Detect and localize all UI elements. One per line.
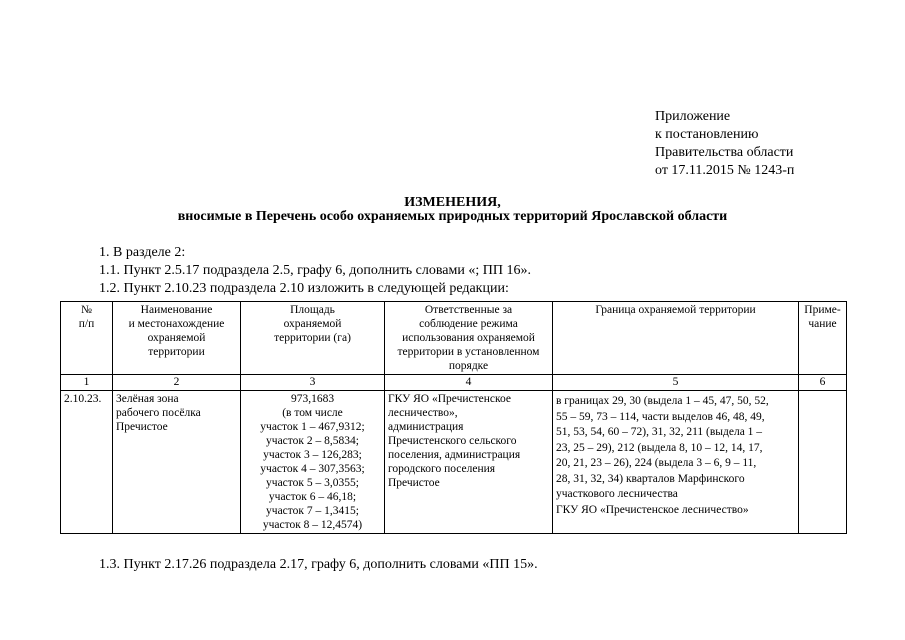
- paragraph-1-2: 1.2. Пункт 2.10.23 подраздела 2.10 изложить в следующей редакции:: [99, 281, 509, 296]
- header-name: [113, 302, 241, 375]
- row-border: [553, 391, 799, 534]
- cell-line: Пречистое: [388, 477, 440, 489]
- cell-line: 23, 25 – 29), 212 (выдела 8, 10 – 12, 14, 17,: [556, 441, 763, 454]
- cell-line: городского поселения: [388, 463, 496, 475]
- cell-line: Приме-: [804, 304, 841, 316]
- row-note: [799, 391, 847, 534]
- appendix-line: Приложение: [655, 109, 731, 124]
- cell-line: Зелёная зона: [116, 393, 179, 405]
- cell-line: администрация: [388, 421, 464, 433]
- cell-line: участок 4 – 307,3563;: [260, 463, 365, 475]
- row-responsible: [385, 391, 553, 534]
- header-number: [61, 302, 113, 375]
- cell-line: участок 7 – 1,3415;: [266, 505, 359, 517]
- cell-line: 51, 53, 54, 60 – 72), 31, 32, 211 (выдела 1 –: [556, 426, 763, 438]
- cell-line: участок 5 – 3,0355;: [266, 477, 359, 489]
- column-number: 4: [385, 375, 553, 391]
- paragraph-1: 1. В разделе 2:: [99, 245, 186, 260]
- cell-line: и местонахождение: [128, 318, 225, 330]
- cell-line: охраняемой: [283, 318, 342, 330]
- column-number: 6: [799, 375, 847, 391]
- cell-line: Граница охраняемой территории: [595, 304, 756, 316]
- cell-line: в границах 29, 30 (выдела 1 – 45, 47, 50, 52,: [556, 395, 769, 407]
- cell-line: 973,1683: [290, 393, 335, 405]
- cell-line: участок 6 – 46,18;: [268, 491, 357, 503]
- header-area: [241, 302, 385, 375]
- cell-line: Наименование: [140, 304, 213, 316]
- header-border: [553, 302, 799, 375]
- cell-line: 28, 31, 32, 34) кварталов Марфинского: [556, 472, 745, 485]
- cell-line: участок 2 – 8,5834;: [266, 435, 359, 447]
- paragraph-1-3: 1.3. Пункт 2.17.26 подраздела 2.17, графу 6, дополнить словами «ПП 15».: [99, 557, 538, 572]
- cell-line: участок 3 – 126,283;: [263, 449, 362, 461]
- cell-line: 55 – 59, 73 – 114, части выделов 46, 48, 49,: [556, 410, 765, 423]
- territory-table: [60, 301, 847, 534]
- cell-line: поселения, администрация: [388, 449, 521, 461]
- cell-line: (в том числе: [282, 407, 343, 419]
- cell-line: использования охраняемой: [402, 332, 535, 344]
- table-row: [61, 391, 847, 534]
- row-number: 2.10.23.: [61, 391, 113, 534]
- row-area: [241, 391, 385, 534]
- cell-line: охраняемой: [147, 332, 206, 344]
- cell-line: Пречистое: [116, 421, 168, 433]
- cell-line: территории (га): [274, 332, 351, 344]
- cell-line: территории: [148, 346, 205, 358]
- column-number: 1: [61, 375, 113, 391]
- appendix-line: от 17.11.2015 № 1243-п: [655, 163, 795, 178]
- cell-line: №: [81, 304, 92, 316]
- cell-line: участок 1 – 467,9312;: [260, 421, 365, 433]
- appendix-line: Правительства области: [655, 145, 794, 160]
- cell-line: порядке: [448, 360, 489, 372]
- column-number: 3: [241, 375, 385, 391]
- cell-line: ГКУ ЯО «Пречистенское: [388, 393, 512, 405]
- document-title: ИЗМЕНЕНИЯ,: [404, 195, 501, 210]
- cell-line: Ответственные за: [424, 304, 513, 316]
- row-name: [113, 391, 241, 534]
- cell-line: соблюдение режима: [419, 318, 518, 330]
- cell-line: п/п: [78, 318, 95, 330]
- cell-line: Площадь: [290, 304, 335, 316]
- cell-line: 20, 21, 23 – 26), 224 (выдела 3 – 6, 9 – 11,: [556, 457, 757, 469]
- header-responsible: [385, 302, 553, 375]
- document-subtitle: вносимые в Перечень особо охраняемых природных территорий Ярославской области: [177, 209, 728, 224]
- appendix-block: [655, 108, 794, 180]
- column-number: 2: [113, 375, 241, 391]
- appendix-line: к постановлению: [655, 127, 759, 142]
- cell-line: Пречистенского сельского: [388, 435, 517, 447]
- cell-line: лесничество»,: [388, 407, 458, 419]
- cell-line: ГКУ ЯО «Пречистенское лесничество»: [556, 503, 749, 516]
- paragraph-1-1: 1.1. Пункт 2.5.17 подраздела 2.5, графу 6, дополнить словами «; ПП 16».: [99, 263, 531, 278]
- header-note: [799, 302, 847, 375]
- cell-line: рабочего посёлка: [116, 407, 201, 419]
- table-header-row: [61, 302, 847, 375]
- table-column-numbers-row: [61, 375, 847, 391]
- cell-line: территории в установленном: [397, 346, 540, 358]
- cell-line: чание: [808, 318, 837, 330]
- column-number: 5: [553, 375, 799, 391]
- cell-line: участок 8 – 12,4574): [262, 519, 363, 531]
- cell-line: участкового лесничества: [556, 488, 678, 500]
